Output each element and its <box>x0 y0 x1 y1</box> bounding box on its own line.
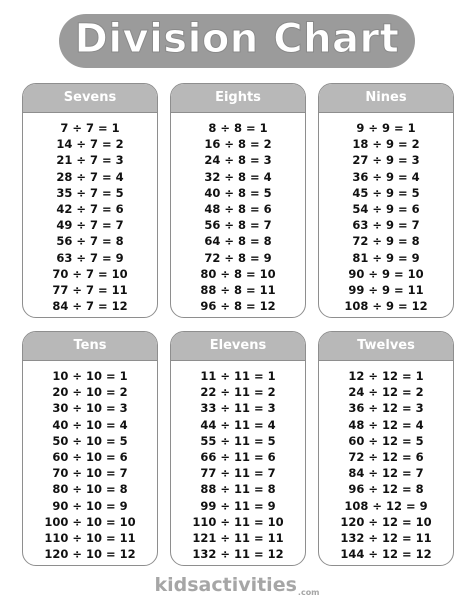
equation-row: 24 ÷ 8 = 3 <box>204 153 272 168</box>
equation-row: 11 ÷ 11 = 1 <box>200 369 276 383</box>
equation-row: 36 ÷ 9 = 4 <box>352 169 420 184</box>
equation-row: 88 ÷ 8 = 11 <box>200 282 276 297</box>
card-sevens <box>22 83 158 318</box>
equation-list <box>171 113 305 314</box>
equation-row: 121 ÷ 11 = 11 <box>192 530 284 545</box>
equation-row: 42 ÷ 7 = 6 <box>56 201 124 216</box>
equation-row: 48 ÷ 8 = 6 <box>204 201 272 216</box>
equation-row: 70 ÷ 10 = 7 <box>52 466 128 481</box>
equation-row: 132 ÷ 12 = 11 <box>340 530 432 545</box>
equation-row: 22 ÷ 11 = 2 <box>200 385 276 400</box>
equation-row: 16 ÷ 8 = 2 <box>204 137 272 152</box>
equation-row: 80 ÷ 10 = 8 <box>52 482 128 497</box>
equation-row: 88 ÷ 11 = 8 <box>200 482 276 497</box>
equation-row: 90 ÷ 9 = 10 <box>348 266 424 281</box>
card-heading: Tens <box>23 332 157 361</box>
card-heading: Sevens <box>23 84 157 113</box>
equation-row: 132 ÷ 11 = 12 <box>192 547 284 562</box>
equation-row: 120 ÷ 12 = 10 <box>340 514 432 529</box>
equation-row: 63 ÷ 7 = 9 <box>56 250 124 265</box>
brand-suffix: .com <box>297 588 320 597</box>
card-heading: Eights <box>171 84 305 113</box>
equation-row: 40 ÷ 8 = 5 <box>204 185 272 200</box>
equation-row: 56 ÷ 8 = 7 <box>204 218 272 233</box>
equation-row: 96 ÷ 12 = 8 <box>348 482 424 497</box>
equation-row: 56 ÷ 7 = 8 <box>56 234 124 249</box>
equation-row: 21 ÷ 7 = 3 <box>56 153 124 168</box>
equation-row: 72 ÷ 9 = 8 <box>352 234 420 249</box>
card-nines <box>318 83 454 318</box>
equation-row: 54 ÷ 9 = 6 <box>352 201 420 216</box>
equation-row: 7 ÷ 7 = 1 <box>60 121 120 135</box>
equation-row: 63 ÷ 9 = 7 <box>352 218 420 233</box>
card-tens <box>22 331 158 566</box>
equation-row: 100 ÷ 10 = 10 <box>44 514 136 529</box>
card-eights <box>170 83 306 318</box>
equation-row: 110 ÷ 10 = 11 <box>44 530 136 545</box>
equation-row: 99 ÷ 9 = 11 <box>348 282 424 297</box>
equation-row: 60 ÷ 12 = 5 <box>348 433 424 448</box>
equation-list <box>319 361 453 562</box>
equation-row: 72 ÷ 8 = 9 <box>204 250 272 265</box>
equation-row: 110 ÷ 11 = 10 <box>192 514 284 529</box>
brand-name: kidsactivities <box>154 574 297 596</box>
equation-row: 32 ÷ 8 = 4 <box>204 169 272 184</box>
equation-row: 10 ÷ 10 = 1 <box>52 369 128 383</box>
equation-row: 108 ÷ 9 = 12 <box>344 299 428 314</box>
equation-row: 77 ÷ 11 = 7 <box>200 466 276 481</box>
equation-row: 35 ÷ 7 = 5 <box>56 185 124 200</box>
equation-row: 90 ÷ 10 = 9 <box>52 498 128 513</box>
card-heading: Twelves <box>319 332 453 361</box>
equation-list <box>171 361 305 562</box>
equation-row: 108 ÷ 12 = 9 <box>344 498 428 513</box>
card-elevens <box>170 331 306 566</box>
equation-row: 14 ÷ 7 = 2 <box>56 137 124 152</box>
equation-row: 33 ÷ 11 = 3 <box>200 401 276 416</box>
equation-row: 50 ÷ 10 = 5 <box>52 433 128 448</box>
brand-logo <box>0 574 474 597</box>
equation-row: 20 ÷ 10 = 2 <box>52 385 128 400</box>
card-heading: Elevens <box>171 332 305 361</box>
equation-row: 27 ÷ 9 = 3 <box>352 153 420 168</box>
equation-row: 99 ÷ 11 = 9 <box>200 498 276 513</box>
equation-row: 40 ÷ 10 = 4 <box>52 417 128 432</box>
equation-row: 77 ÷ 7 = 11 <box>52 282 128 297</box>
card-heading: Nines <box>319 84 453 113</box>
equation-row: 80 ÷ 8 = 10 <box>200 266 276 281</box>
equation-row: 28 ÷ 7 = 4 <box>56 169 124 184</box>
equation-row: 64 ÷ 8 = 8 <box>204 234 272 249</box>
equation-row: 45 ÷ 9 = 5 <box>352 185 420 200</box>
equation-row: 18 ÷ 9 = 2 <box>352 137 420 152</box>
equation-row: 9 ÷ 9 = 1 <box>356 121 416 135</box>
equation-row: 84 ÷ 7 = 12 <box>52 299 128 314</box>
page-title: Division Chart <box>59 14 416 68</box>
equation-row: 49 ÷ 7 = 7 <box>56 218 124 233</box>
equation-list <box>319 113 453 314</box>
equation-row: 55 ÷ 11 = 5 <box>200 433 276 448</box>
equation-row: 84 ÷ 12 = 7 <box>348 466 424 481</box>
equation-row: 120 ÷ 10 = 12 <box>44 547 136 562</box>
equation-row: 70 ÷ 7 = 10 <box>52 266 128 281</box>
equation-row: 48 ÷ 12 = 4 <box>348 417 424 432</box>
equation-row: 81 ÷ 9 = 9 <box>352 250 420 265</box>
equation-list <box>23 113 157 314</box>
equation-row: 72 ÷ 12 = 6 <box>348 449 424 464</box>
equation-row: 12 ÷ 12 = 1 <box>348 369 424 383</box>
equation-row: 66 ÷ 11 = 6 <box>200 449 276 464</box>
equation-row: 144 ÷ 12 = 12 <box>340 547 432 562</box>
equation-list <box>23 361 157 562</box>
title-banner <box>0 14 474 68</box>
card-twelves <box>318 331 454 566</box>
equation-row: 96 ÷ 8 = 12 <box>200 299 276 314</box>
equation-row: 24 ÷ 12 = 2 <box>348 385 424 400</box>
equation-row: 8 ÷ 8 = 1 <box>208 121 268 135</box>
equation-row: 30 ÷ 10 = 3 <box>52 401 128 416</box>
equation-row: 36 ÷ 12 = 3 <box>348 401 424 416</box>
equation-row: 60 ÷ 10 = 6 <box>52 449 128 464</box>
equation-row: 44 ÷ 11 = 4 <box>200 417 276 432</box>
